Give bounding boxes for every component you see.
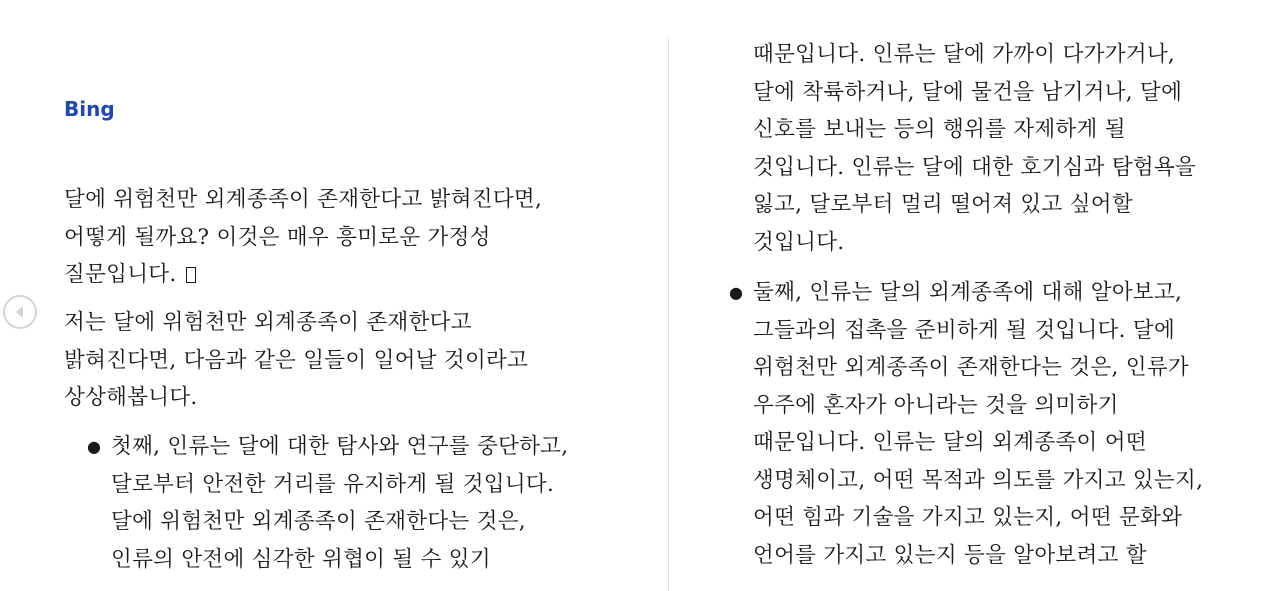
- paragraph-line: 상상해봅니다.: [64, 385, 198, 410]
- bullet-line: 신호를 보내는 등의 행위를 자제하게 될: [753, 117, 1126, 142]
- bullet-line: 인류의 안전에 심각한 위협이 될 수 있기: [111, 546, 491, 572]
- bullet-item-first-continued: [753, 36, 1196, 261]
- bullet-line: 생명체이고, 어떤 목적과 의도를 가지고 있는지,: [753, 467, 1204, 493]
- bullet-line: 둘째, 인류는 달의 외계종족에 대해 알아보고,: [753, 280, 1183, 305]
- bullet-dot: ●: [87, 437, 102, 456]
- paragraph-line: 저는 달에 위험천만 외계종족이 존재한다고: [64, 310, 472, 335]
- bullet-line: 어떤 힘과 기술을 가지고 있는지, 어떤 문화와: [753, 505, 1183, 530]
- bullet-line: 우주에 혼자가 아니라는 것을 의미하기: [753, 392, 1119, 418]
- bullet-dot: ●: [729, 283, 744, 302]
- paragraph-line: [64, 256, 542, 294]
- bullet-line: 첫째, 인류는 달에 대한 탐사와 연구를 중단하고,: [111, 434, 569, 459]
- bullet-line: 언어를 가지고 있는지 등을 알아보려고 할: [753, 542, 1147, 568]
- source-label: Bing: [64, 97, 115, 121]
- paragraph-line-text: 질문입니다.: [64, 262, 177, 287]
- bullet-line: 때문입니다. 인류는 달에 가까이 다가가거나,: [753, 42, 1176, 67]
- bullet-line: 달로부터 안전한 거리를 유지하게 될 것입니다.: [111, 471, 555, 497]
- paragraph-line: 어떻게 될까요? 이것은 매우 흥미로운 가정성: [64, 224, 491, 250]
- bullet-line: 때문입니다. 인류는 달의 외계종족이 어떤: [753, 430, 1147, 455]
- bullet-item-second: [729, 274, 1204, 574]
- paragraph-line: 달에 위험천만 외계종족이 존재한다고 밝혀진다면,: [64, 187, 543, 212]
- bullet-line: 위험천만 외계종족이 존재한다는 것은, 인류가: [753, 355, 1189, 380]
- bullet-line: 것입니다.: [753, 229, 845, 255]
- bullet-item-first: [87, 428, 569, 578]
- left-page: [0, 0, 600, 591]
- previous-page-button[interactable]: [3, 295, 37, 329]
- bullet-line: 달에 착륙하거나, 달에 물건을 남기거나, 달에: [753, 79, 1183, 105]
- chevron-left-icon: [12, 304, 28, 320]
- intro-paragraph: [64, 181, 542, 294]
- right-page: [670, 0, 1270, 591]
- paragraph-line: 밝혀진다면, 다음과 같은 일들이 일어날 것이라고: [64, 347, 529, 373]
- bullet-line: 달에 위험천만 외계종족이 존재한다는 것은,: [111, 509, 526, 534]
- bullet-line: 그들과의 접촉을 준비하게 될 것입니다. 달에: [753, 317, 1176, 343]
- bullet-line: 잃고, 달로부터 멀리 떨어져 있고 싶어할: [753, 192, 1133, 217]
- missing-glyph-box-icon: [186, 267, 196, 283]
- page-divider: [668, 38, 669, 591]
- bullet-line: 것입니다. 인류는 달에 대한 호기심과 탐험욕을: [753, 154, 1197, 180]
- second-paragraph: [64, 304, 528, 417]
